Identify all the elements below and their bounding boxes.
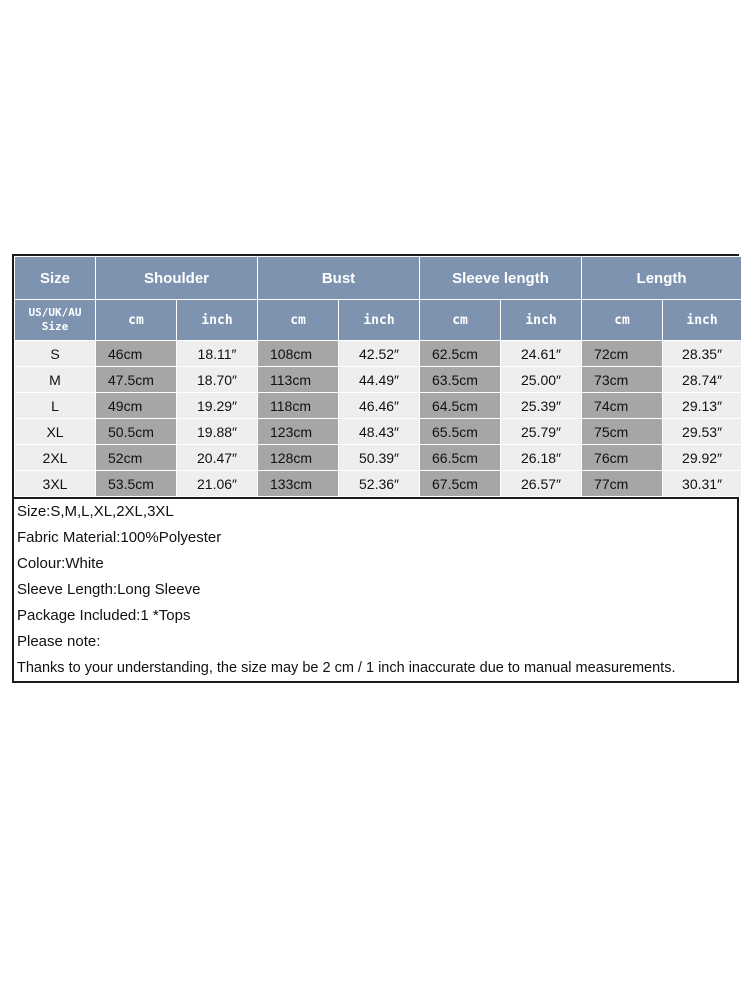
inch-cell: 52.36″ <box>339 471 420 497</box>
cm-cell: 113cm <box>258 367 339 393</box>
sleeve-length-header: Sleeve length <box>420 257 582 300</box>
inch-cell: 30.31″ <box>663 471 742 497</box>
table-row <box>15 341 742 367</box>
cm-cell: 77cm <box>582 471 663 497</box>
cm-cell: 47.5cm <box>96 367 177 393</box>
unit-inch-header: inch <box>663 300 742 341</box>
inch-cell: 19.88″ <box>177 419 258 445</box>
cm-cell: 118cm <box>258 393 339 419</box>
inch-cell: 18.11″ <box>177 341 258 367</box>
info-sizes: Size:S,M,L,XL,2XL,3XL <box>14 499 737 525</box>
cm-cell: 66.5cm <box>420 445 501 471</box>
size-cell: S <box>15 341 96 367</box>
info-note-text: Thanks to your understanding, the size may be 2 cm / 1 inch inaccurate due to manual measurements. <box>14 655 737 681</box>
size-chart <box>12 254 739 683</box>
cm-cell: 50.5cm <box>96 419 177 445</box>
size-cell: XL <box>15 419 96 445</box>
cm-cell: 73cm <box>582 367 663 393</box>
info-colour: Colour:White <box>14 551 737 577</box>
cm-cell: 108cm <box>258 341 339 367</box>
cm-cell: 52cm <box>96 445 177 471</box>
table-row <box>15 367 742 393</box>
unit-header-row <box>15 300 742 341</box>
inch-cell: 25.79″ <box>501 419 582 445</box>
cm-cell: 133cm <box>258 471 339 497</box>
shoulder-header: Shoulder <box>96 257 258 300</box>
inch-cell: 48.43″ <box>339 419 420 445</box>
inch-cell: 28.35″ <box>663 341 742 367</box>
size-cell: 2XL <box>15 445 96 471</box>
unit-inch-header: inch <box>339 300 420 341</box>
bust-header: Bust <box>258 257 420 300</box>
cm-cell: 128cm <box>258 445 339 471</box>
unit-inch-header: inch <box>177 300 258 341</box>
cm-cell: 76cm <box>582 445 663 471</box>
cm-cell: 65.5cm <box>420 419 501 445</box>
info-note-label: Please note: <box>14 629 737 655</box>
inch-cell: 50.39″ <box>339 445 420 471</box>
cm-cell: 53.5cm <box>96 471 177 497</box>
cm-cell: 49cm <box>96 393 177 419</box>
inch-cell: 20.47″ <box>177 445 258 471</box>
inch-cell: 44.49″ <box>339 367 420 393</box>
group-header-row <box>15 257 742 300</box>
unit-cm-header: cm <box>420 300 501 341</box>
info-sleeve: Sleeve Length:Long Sleeve <box>14 577 737 603</box>
size-cell: 3XL <box>15 471 96 497</box>
length-header: Length <box>582 257 742 300</box>
product-info <box>14 497 737 681</box>
unit-cm-header: cm <box>258 300 339 341</box>
table-row <box>15 471 742 497</box>
size-cell: L <box>15 393 96 419</box>
table-row <box>15 419 742 445</box>
inch-cell: 42.52″ <box>339 341 420 367</box>
inch-cell: 46.46″ <box>339 393 420 419</box>
inch-cell: 19.29″ <box>177 393 258 419</box>
cm-cell: 62.5cm <box>420 341 501 367</box>
info-fabric: Fabric Material:100%Polyester <box>14 525 737 551</box>
size-header: Size <box>15 257 96 300</box>
size-cell: M <box>15 367 96 393</box>
cm-cell: 72cm <box>582 341 663 367</box>
inch-cell: 18.70″ <box>177 367 258 393</box>
table-row <box>15 393 742 419</box>
cm-cell: 67.5cm <box>420 471 501 497</box>
inch-cell: 29.53″ <box>663 419 742 445</box>
unit-cm-header: cm <box>96 300 177 341</box>
cm-cell: 46cm <box>96 341 177 367</box>
inch-cell: 21.06″ <box>177 471 258 497</box>
table-row <box>15 445 742 471</box>
inch-cell: 26.18″ <box>501 445 582 471</box>
cm-cell: 74cm <box>582 393 663 419</box>
inch-cell: 25.39″ <box>501 393 582 419</box>
size-rows <box>15 341 742 497</box>
size-table <box>14 256 742 497</box>
inch-cell: 29.92″ <box>663 445 742 471</box>
cm-cell: 64.5cm <box>420 393 501 419</box>
inch-cell: 28.74″ <box>663 367 742 393</box>
cm-cell: 123cm <box>258 419 339 445</box>
cm-cell: 75cm <box>582 419 663 445</box>
region-label: US/UK/AU <box>28 306 82 319</box>
region-size-label: Size <box>41 320 69 333</box>
region-size-header <box>15 300 96 341</box>
cm-cell: 63.5cm <box>420 367 501 393</box>
info-package: Package Included:1 *Tops <box>14 603 737 629</box>
inch-cell: 26.57″ <box>501 471 582 497</box>
unit-inch-header: inch <box>501 300 582 341</box>
unit-cm-header: cm <box>582 300 663 341</box>
inch-cell: 25.00″ <box>501 367 582 393</box>
inch-cell: 24.61″ <box>501 341 582 367</box>
inch-cell: 29.13″ <box>663 393 742 419</box>
